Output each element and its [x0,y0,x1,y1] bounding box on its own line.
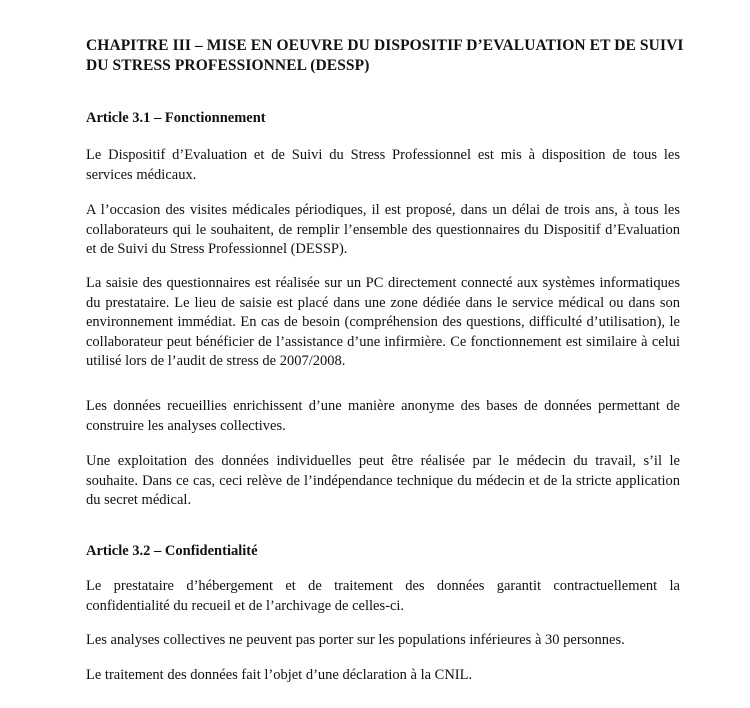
article-3-1-paragraph-4: Les données recueillies enrichissent d’une manière anonyme des bases de données permettant de construire les analyses collectives. [86,398,680,434]
article-3-1-heading: Article 3.1 – Fonctionnement [86,110,266,126]
article-3-2-paragraph-3: Le traitement des données fait l’objet d’une déclaration à la CNIL. [86,667,473,683]
article-3-2-paragraph-1: Le prestataire d’hébergement et de traitement des données garantit contractuellement la confidentialité du recueil et de l’archivage de celles-ci. [86,578,680,614]
chapter-title: CHAPITRE III – MISE EN OEUVRE DU DISPOSITIF D’EVALUATION ET DE SUIVI DU STRESS PROFESSIONNEL (DESSP) [86,37,684,74]
article-3-2-heading: Article 3.2 – Confidentialité [86,543,258,559]
article-3-1-paragraph-5: Une exploitation des données individuelles peut être réalisée par le médecin du travail, s’il le souhaite. Dans ce cas, ceci relève de l’indépendance technique du médecin et de la stricte application du secret médical. [86,453,680,508]
article-3-2-paragraph-2: Les analyses collectives ne peuvent pas porter sur les populations inférieures à 30 personnes. [86,632,625,648]
article-3-1-paragraph-2: A l’occasion des visites médicales périodiques, il est proposé, dans un délai de trois ans, à tous les collaborateurs qui le souhaitent, de remplir l’ensemble des questionnaires du Dispositif d’Evaluation et de Suivi du Stress Professionnel (DESSP). [86,202,680,257]
article-3-1-paragraph-1: Le Dispositif d’Evaluation et de Suivi du Stress Professionnel est mis à disposition de tous les services médicaux. [86,147,680,183]
article-3-1-paragraph-3: La saisie des questionnaires est réalisée sur un PC directement connecté aux systèmes informatiques du prestataire. Le lieu de saisie est placé dans une zone dédiée dans le service médical ou dans son environnement immédiat. En cas de besoin (compréhension des questions, difficulté d’utilisation), le collaborateur peut bénéficier de l’assistance d’une infirmière. Ce fonctionnement est similaire à celui utilisé lors de l’audit de stress de 2007/2008. [86,275,680,369]
